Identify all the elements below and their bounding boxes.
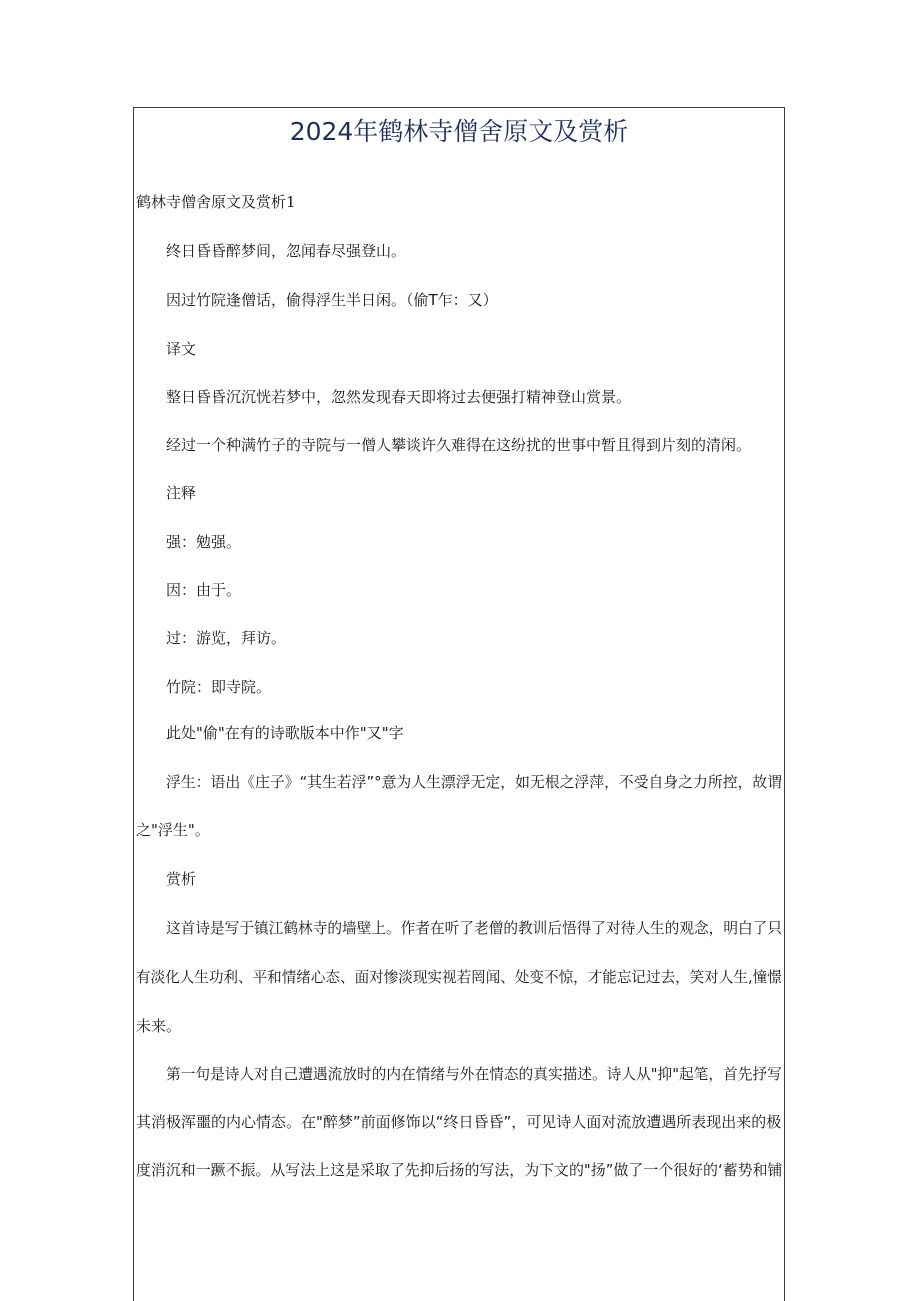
section-heading: 鹤林寺僧舍原文及赏析1 (136, 193, 296, 211)
paragraph-line: 第一句是诗人对自己遭遇流放时的内在情绪与外在情态的真实描述。诗人从"抑"起笔，首先抒写 (166, 1065, 782, 1083)
appreciation-heading: 赏析 (166, 870, 197, 888)
translation-heading: 译文 (166, 340, 197, 358)
paragraph-line: 这首诗是写于镇江鹤林寺的墙壁上。作者在听了老僧的教训后悟得了对待人生的观念，明白了只 (166, 919, 783, 937)
translation-line-2: 经过一个种满竹子的寺院与一僧人攀谈许久难得在这纷扰的世事中暂且得到片刻的清闲。 (166, 436, 752, 454)
note-item-continued: 之"浮生"。 (136, 821, 210, 839)
note-item: 浮生：语出《庄子》“其生若浮”°意为人生漂浮无定，如无根之浮萍，不受自身之力所控，故谓 (166, 773, 783, 791)
translation-line-1: 整日昏昏沉沉恍若梦中，忽然发现春天即将过去便强打精神登山赏景。 (166, 388, 632, 406)
note-item: 此处"偷"在有的诗歌版本中作"又"字 (166, 724, 404, 742)
paragraph-line: 度消沉和一蹶不振。从写法上这是采取了先抑后扬的写法，为下文的"扬”做了一个很好的‘蓄势和铺 (136, 1161, 783, 1179)
paragraph-line: 未来。 (136, 1017, 182, 1035)
note-item: 强：勉强。 (166, 533, 242, 551)
paragraph-line: 有淡化人生功利、平和情绪心态、面对惨淡现实视若罔闻、处变不惊，才能忘记过去，笑对人生,憧憬 (136, 968, 782, 986)
note-item: 过：游览，拜访。 (166, 629, 287, 647)
poem-line-1: 终日昏昏醉梦间，忽闻春尽强登山。 (166, 242, 407, 260)
poem-line-2: 因过竹院逢僧话，偷得浮生半日闲。（偷T乍：又） (166, 291, 498, 309)
notes-heading: 注释 (166, 484, 197, 502)
document-title: 2024年鹤林寺僧舍原文及赏析 (289, 117, 629, 146)
note-item: 竹院：即寺院。 (166, 678, 272, 696)
note-item: 因：由于。 (166, 581, 242, 599)
paragraph-line: 其消极浑噩的内心情态。在"醉梦”前面修饰以“终日昏昏”，可见诗人面对流放遭遇所表现出来的极 (136, 1113, 782, 1131)
